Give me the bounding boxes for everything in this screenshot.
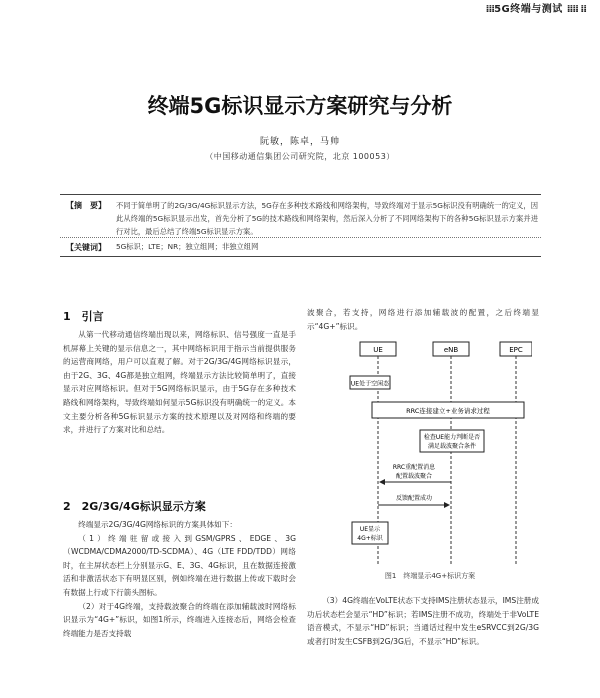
keywords-label: 【关键词】 — [66, 243, 106, 252]
abstract-divider — [60, 237, 541, 238]
abstract-label: 【摘 要】 — [66, 201, 106, 210]
section-2-paragraph-intro: 终端显示2G/3G/4G网络标识的方案具体如下： — [78, 520, 237, 529]
enb-check-line2: 满足载波聚合条件 — [427, 443, 477, 450]
header-bars-right-icon: ⁞⁞⁞⁞ ⁞⁞ — [566, 4, 586, 15]
entity-epc-label: EPC — [509, 346, 523, 354]
section-1-title: 1 引言 — [63, 310, 104, 323]
right-column-bottom — [307, 594, 539, 648]
feedback-label: 反馈配置成功 — [395, 495, 433, 502]
paper-authors: 阮敏，陈卓，马帅 — [259, 137, 340, 147]
right-top-paragraph: 波聚合，若支持，网络进行添加辅载波的配置，之后终端显示“4G+”标识。 — [307, 308, 539, 331]
figure-1-sequence-diagram — [322, 338, 532, 568]
section-2-title: 2 2G/3G/4G标识显示方案 — [63, 500, 206, 513]
abstract-bottom-rule — [60, 256, 541, 257]
journal-section-name: 5G终端与测试 — [494, 4, 563, 15]
entity-enb-label: eNB — [443, 346, 459, 354]
section-2-paragraph-1: （1）终端驻留或接入到GSM/GPRS、EDGE、3G（WCDMA/CDMA2000/TD-SCDMA）、4G（LTE FDD/TDD）网络时，在主屏状态栏上分别显示G、E、3G、4G标识，且在数据连接激活和非激活状态下有明显区别，例如终端在进行数据上传或下载时会有数据上行或下行箭头图标。 — [63, 533, 296, 597]
ue-display-line1: UE显示 — [359, 526, 381, 533]
ue-idle-label: UE处于空闲态 — [350, 380, 390, 388]
journal-header — [486, 0, 586, 15]
section-1 — [63, 308, 296, 437]
enb-check-line1: 检查UE能力判断是否 — [423, 434, 481, 441]
entity-ue-label: UE — [373, 346, 383, 354]
section-1-paragraph: 从第一代移动通信终端出现以来，网络标识、信号强度一直是手机屏幕上关键的显示信息之一，其中网络标识用于指示当前提供服务的运营商网络，用户可以直观了解。对于2G/3G/4G网络标识显示，由于2G、3G、4G都是独立组网，终端显示方法比较简单明了，直接显示对应网络标识。但对于5G网络标识显示，由于5G存在多种技术路线和网络架构，导致终端如何显示5G标识没有明确统一的定义。本文主要分析各种5G标识显示方案的技术原理以及对网络和终端的要求，并进行了方案对比和总结。 — [63, 330, 296, 435]
rrc-process-label: RRC连接建立+业务请求过程 — [406, 407, 490, 415]
reconfig-label-line2: 配置载波聚合 — [395, 473, 433, 480]
section-2-paragraph-2: （2）对于4G终端，支持载波聚合的终端在添加辅载波时网络标识显示为“4G+”标识，如图1所示，终端进入连接态后，网络会检查终端能力是否支持载 — [63, 601, 296, 638]
right-column-top — [307, 306, 539, 333]
keywords-text: 5G标识；LTE；NR；独立组网；非独立组网 — [116, 242, 259, 251]
right-bottom-paragraph: （3）4G终端在VoLTE状态下支持IMS注册状态显示，IMS注册成功后状态栏会显示“HD”标识；若IMS注册不成功，终端处于非VoLTE语音模式，不显示“HD”标识；当通话过程中发生eSRVCC到2G/3G或者打时发生CSFB到2G/3G后，不显示“HD”标识。 — [307, 596, 539, 646]
section-2 — [63, 498, 296, 640]
paper-affiliation: （中国移动通信集团公司研究院，北京 100053） — [205, 152, 395, 161]
abstract-top-rule — [60, 194, 541, 195]
paper-title: 终端5G标识显示方案研究与分析 — [147, 94, 453, 118]
figure-1-caption: 图1 终端显示4G+标识方案 — [384, 572, 476, 580]
header-bars-left-icon: ⁞⁞⁞ — [485, 4, 495, 15]
ue-display-line2: 4G+标识 — [357, 535, 383, 542]
abstract-text: 不同于简单明了的2G/3G/4G标识显示方法，5G存在多种技术路线和网络架构，导致终端对于显示5G标识没有明确统一的定义，因此从终端的5G标识显示出发，首先分析了5G的技术路线和网络架构，然后深入分析了不同网络架构下的各种5G标识显示方案并进行对比，最后总结了终端5G标识显示方案。 — [116, 201, 538, 236]
reconfig-label-line1: RRC重配置消息 — [392, 464, 436, 471]
